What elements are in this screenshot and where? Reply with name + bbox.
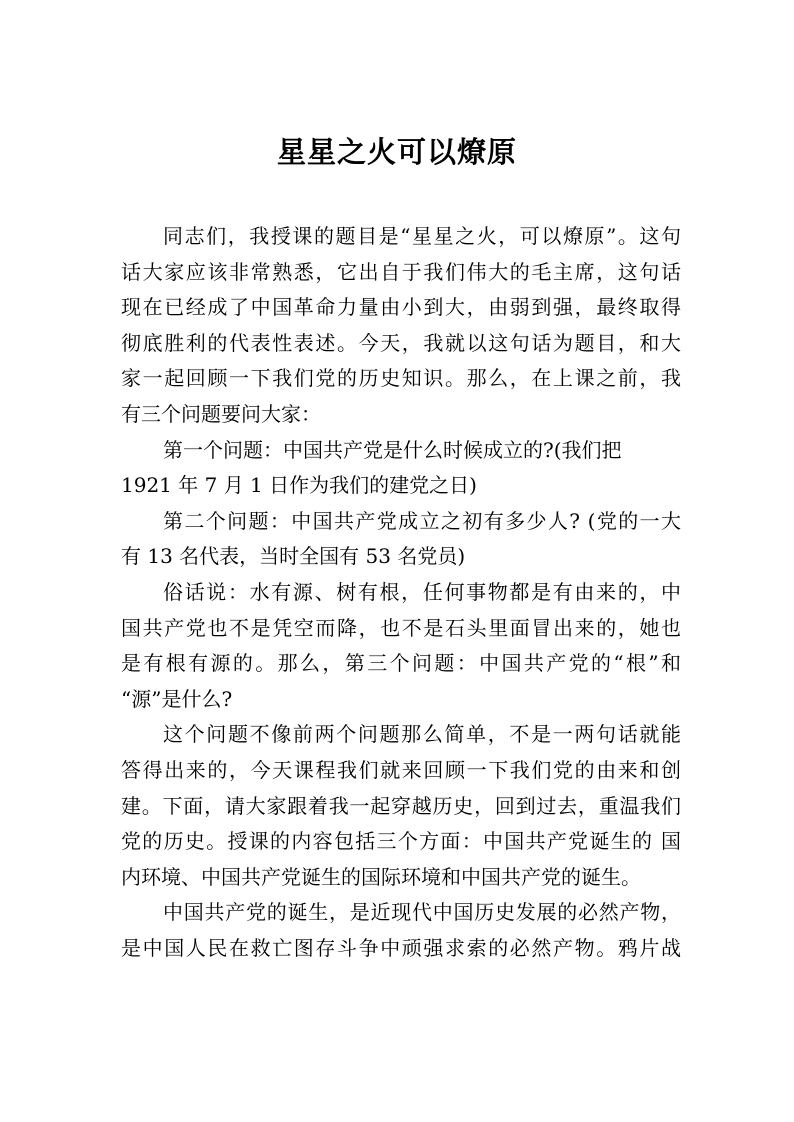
text-line: 第二个问题：中国共产党成立之初有多少人? (党的一大 <box>163 508 681 533</box>
document-body <box>121 219 681 966</box>
text-line: 彻底胜利的代表性表述。今天，我就以这句话为题目，和大 <box>121 330 681 355</box>
text-line: 这个问题不像前两个问题那么简单，不是一两句话就能 <box>163 722 681 747</box>
text-line: 有 13 名代表，当时全国有 53 名党员) <box>121 544 466 569</box>
text-line: 话大家应该非常熟悉，它出自于我们伟大的毛主席，这句话 <box>121 259 681 284</box>
text-line: 有三个问题要问大家： <box>121 401 321 426</box>
text-line: 党的历史。授课的内容包括三个方面：中国共产党诞生的 国 <box>121 829 681 854</box>
text-line: 是有根有源的。那么，第三个问题：中国共产党的“根”和 <box>121 651 681 676</box>
text-line: 家一起回顾一下我们党的历史知识。那么，在上课之前，我 <box>121 366 681 391</box>
text-line: 答得出来的，今天课程我们就来回顾一下我们党的由来和创 <box>121 757 681 782</box>
text-line: 同志们，我授课的题目是“星星之火，可以燎原”。这句 <box>163 224 681 248</box>
text-line: 内环境、中国共产党诞生的国际环境和中国共产党的诞生。 <box>121 864 641 889</box>
text-line: 现在已经成了中国革命力量由小到大，由弱到强，最终取得 <box>121 295 681 320</box>
text-line: 1921 年 7 月 1 日作为我们的建党之日) <box>121 473 477 498</box>
text-line: 国共产党也不是凭空而降，也不是石头里面冒出来的，她也 <box>121 615 681 640</box>
text-line: 是中国人民在救亡图存斗争中顽强求索的必然产物。鸦片战 <box>121 935 681 960</box>
text-line: “源”是什么? <box>121 686 233 711</box>
text-line: 中国共产党的诞生，是近现代中国历史发展的必然产物， <box>163 900 681 925</box>
text-line: 俗话说：水有源、树有根，任何事物都是有由来的，中 <box>163 579 681 604</box>
document-title: 星星之火可以燎原 <box>276 135 517 169</box>
text-line: 建。下面，请大家跟着我一起穿越历史，回到过去，重温我们 <box>121 793 681 818</box>
text-line: 第一个问题：中国共产党是什么时候成立的?(我们把 <box>163 437 622 462</box>
